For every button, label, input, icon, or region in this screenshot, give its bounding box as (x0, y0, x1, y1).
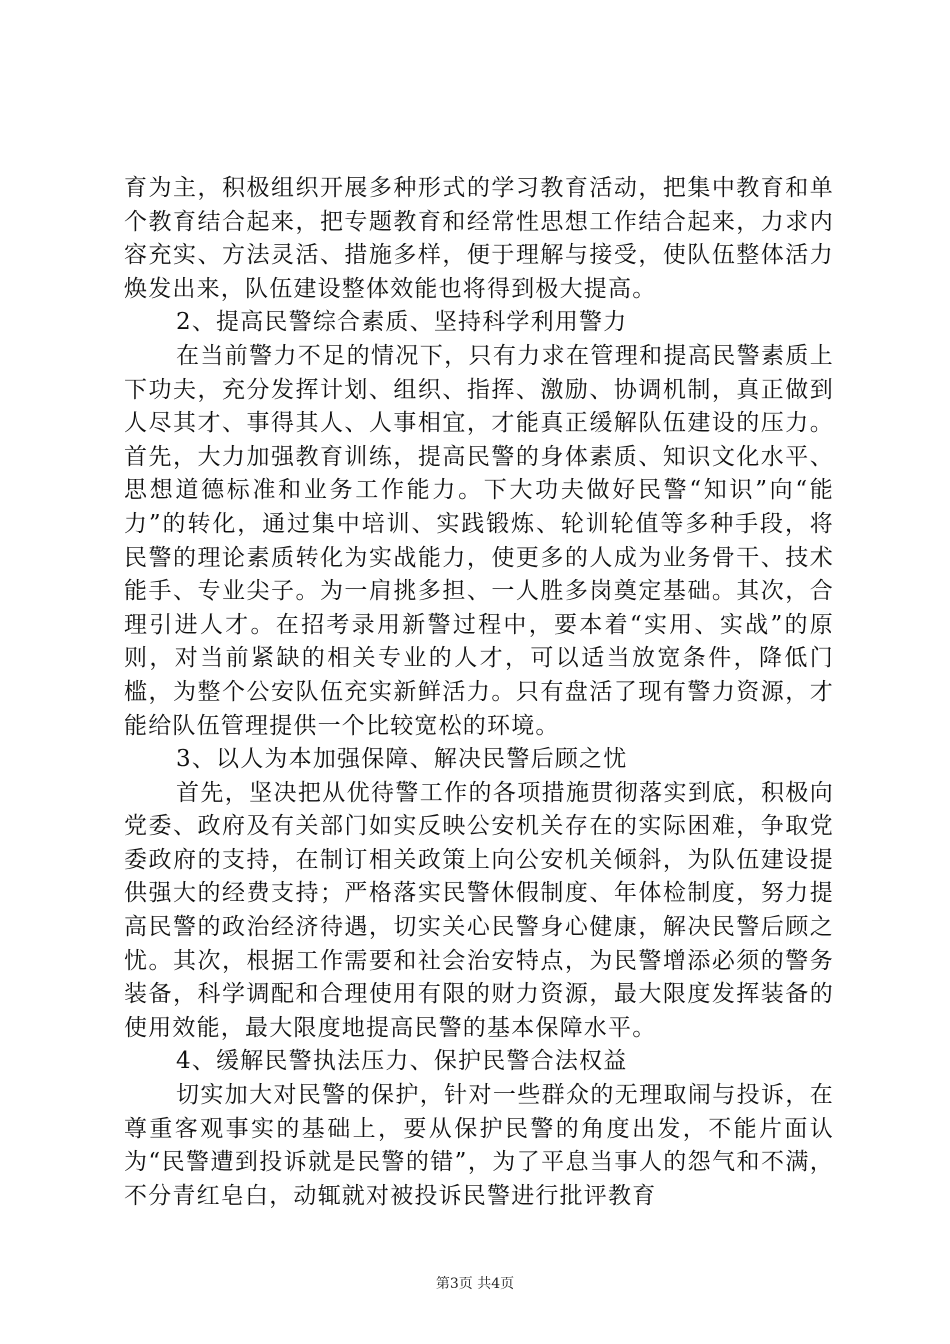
paragraph-section-4: 切实加大对民警的保护，针对一些群众的无理取闹与投诉，在尊重客观事实的基础上，要从保护民警的角度出发，不能片面认为“民警遭到投诉就是民警的错”，为了平息当事人的怨气和不满，不分青红皂白，动辄就对被投诉民警进行批评教育 (124, 1082, 834, 1209)
paragraph-section-2: 在当前警力不足的情况下，只有力求在管理和提高民警素质上下功夫，充分发挥计划、组织、指挥、激励、协调机制，真正做到人尽其才、事得其人、人事相宜，才能真正缓解队伍建设的压力。首先，大力加强教育训练，提高民警的身体素质、知识文化水平、思想道德标准和业务工作能力。下大功夫做好民警“知识”向“能力”的转化，通过集中培训、实践锻炼、轮训轮值等多种手段，将民警的理论素质转化为实战能力，使更多的人成为业务骨干、技术能手、专业尖子。为一肩挑多担、一人胜多岗奠定基础。其次，合理引进人才。在招考录用新警过程中，要本着“实用、实战”的原则，对当前紧缺的相关专业的人才，可以适当放宽条件，降低门槛，为整个公安队伍充实新鲜活力。只有盘活了现有警力资源，才能给队伍管理提供一个比较宽松的环境。 (124, 342, 834, 739)
document-body (124, 172, 834, 1213)
page-number-label: 第3页 共4页 (435, 1276, 515, 1292)
section-heading-2: 2、提高民警综合素质、坚持科学利用警力 (176, 309, 628, 336)
section-heading-3: 3、以人为本加强保障、解决民警后顾之忧 (176, 746, 628, 773)
section-heading-4: 4、缓解民警执法压力、保护民警合法权益 (176, 1048, 628, 1075)
page-footer (0, 1273, 950, 1293)
paragraph-section-3: 首先，坚决把从优待警工作的各项措施贯彻落实到底，积极向党委、政府及有关部门如实反映公安机关存在的实际困难，争取党委政府的支持，在制订相关政策上向公安机关倾斜，为队伍建设提供强大的经费支持；严格落实民警休假制度、年体检制度，努力提高民警的政治经济待遇，切实关心民警身心健康，解决民警后顾之忧。其次，根据工作需要和社会治安特点，为民警增添必须的警务装备，科学调配和合理使用有限的财力资源，最大限度发挥装备的使用效能，最大限度地提高民警的基本保障水平。 (124, 779, 834, 1041)
paragraph-continuation: 育为主，积极组织开展多种形式的学习教育活动，把集中教育和单个教育结合起来，把专题教育和经常性思想工作结合起来，力求内容充实、方法灵活、措施多样，便于理解与接受，使队伍整体活力焕发出来，队伍建设整体效能也将得到极大提高。 (124, 175, 834, 302)
